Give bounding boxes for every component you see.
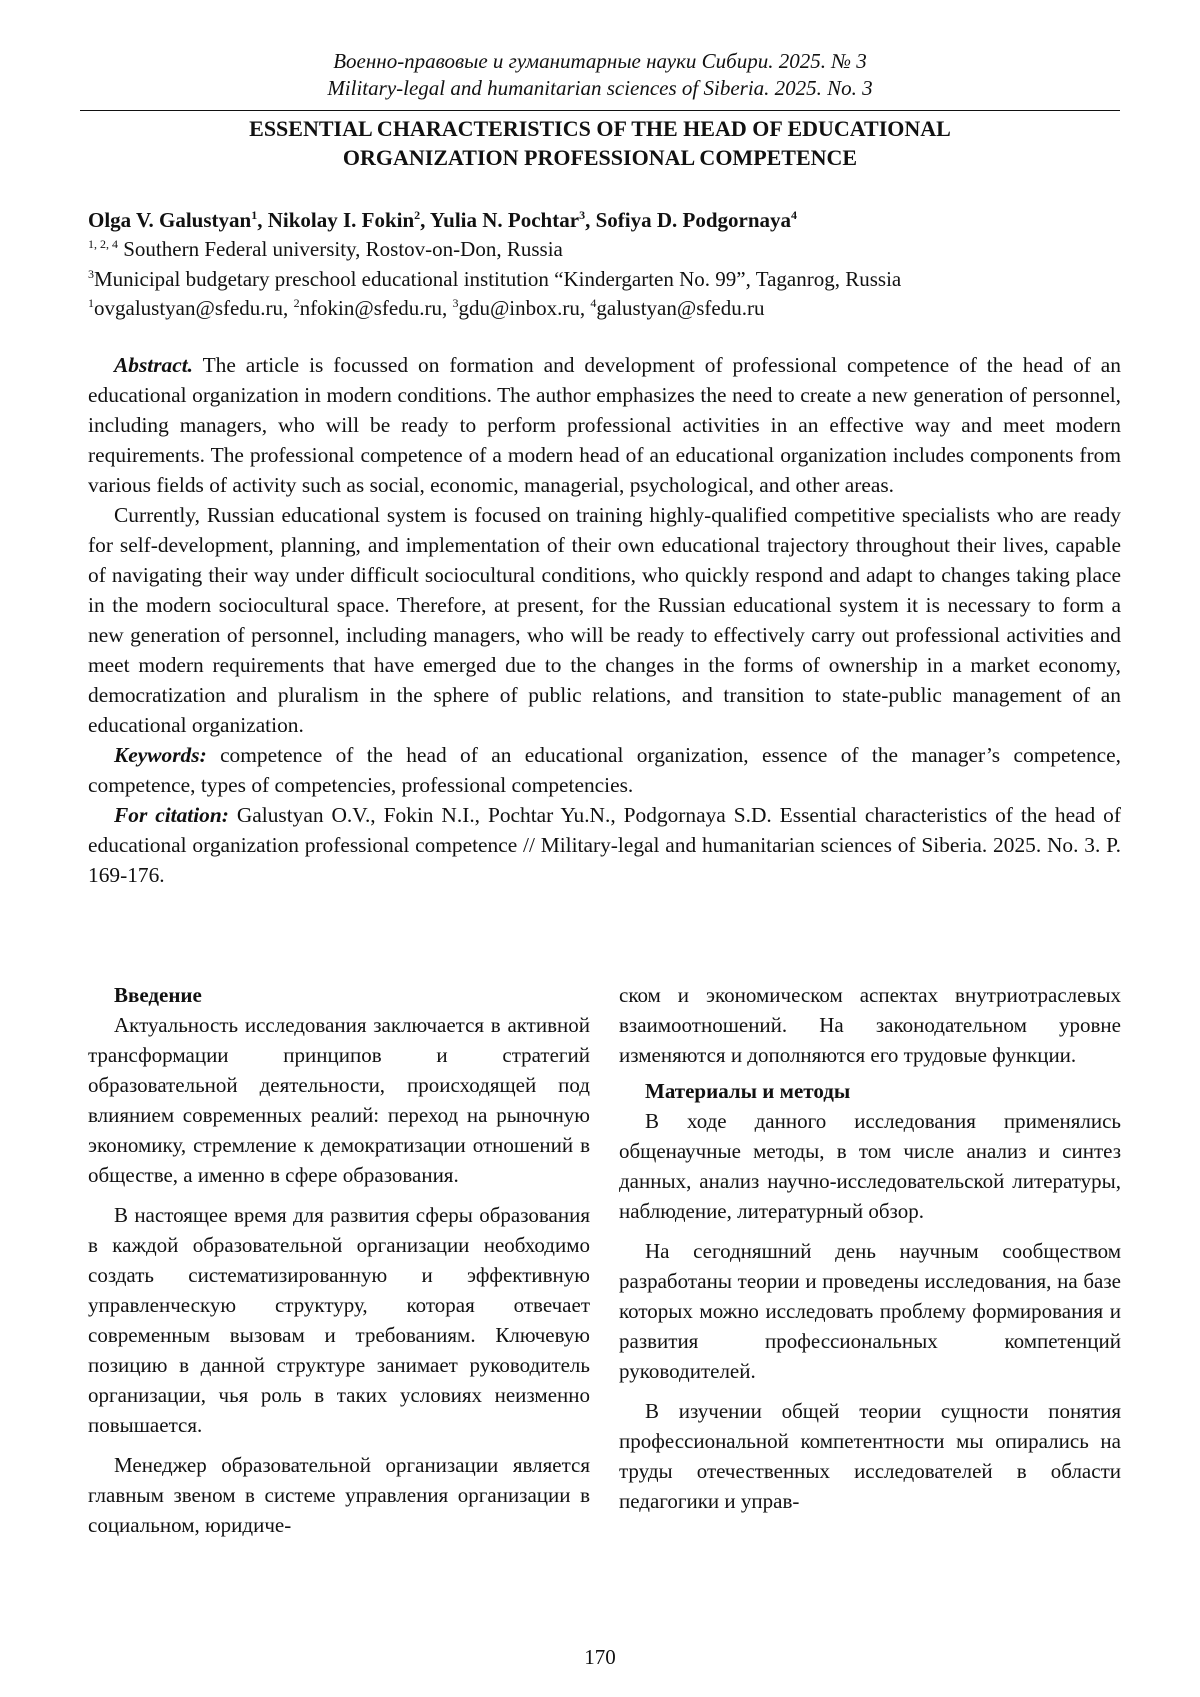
affiliation-1: [88, 230, 1118, 263]
journal-header: [80, 48, 1120, 102]
author-sup: 4: [791, 208, 797, 222]
article-title: [80, 114, 1120, 172]
abstract-label: Abstract.: [114, 353, 194, 377]
article-title-line-2: ORGANIZATION PROFESSIONAL COMPETENCE: [342, 145, 858, 170]
email-text: gdu@inbox.ru,: [458, 296, 591, 320]
abstract-block: [88, 350, 1121, 890]
body-paragraph: На сегодняшний день научным сообществом разработаны теории и проведены исследования, на базе которых можно исследовать проблему формирования и развития профессиональных компетенций руководителей.: [619, 1239, 1121, 1383]
author-sup: 2: [414, 208, 421, 222]
section-heading-introduction: Введение: [114, 983, 202, 1007]
email-text: nfokin@sfedu.ru,: [299, 296, 453, 320]
affiliation-text: Southern Federal university, Rostov-on-Don, Russia: [118, 237, 563, 261]
body-paragraph: Менеджер образовательной организации является главным звеном в системе управления организации в социальном, юридиче-: [88, 1453, 590, 1537]
citation-paragraph: [88, 800, 1121, 890]
keywords-text: competence of the head of an educational organization, essence of the manager’s competence, competence, types of competencies, professional competencies.: [88, 743, 1121, 797]
author-name: Nikolay I. Fokin: [267, 208, 415, 232]
abstract-text: The article is focussed on formation and development of professional competence of the head of an educational organization in modern conditions. The author emphasizes the need to create a new generation of personnel, including managers, who will be ready to perform professional activities in an effective way and meet modern requirements. The professional competence of a modern head of an educational organization includes components from various fields of activity such as social, economic, managerial, psychological, and other areas.: [88, 353, 1121, 497]
email-text: ovgalustyan@sfedu.ru,: [94, 296, 294, 320]
affiliation-sup: 1, 2, 4: [88, 237, 118, 251]
keywords-paragraph: [88, 740, 1121, 800]
journal-title-en: Military-legal and humanitarian sciences of Siberia. 2025. No. 3: [327, 76, 873, 100]
body-paragraph: В ходе данного исследования применялись общенаучные методы, в том числе анализ и синтез данных, анализ научно-исследовательской литературы, наблюдение, литературный обзор.: [619, 1109, 1121, 1223]
email-sup: 4: [590, 296, 597, 310]
article-title-line-1: ESSENTIAL CHARACTERISTICS OF THE HEAD OF EDUCATIONAL: [249, 116, 951, 141]
abstract-paragraph-2: Currently, Russian educational system is focused on training highly-qualified competitive specialists who are ready for self-development, planning, and implementation of their own educational trajectory throughout their lives, capable of navigating their way under difficult sociocultural conditions, who quickly respond and adapt to changes taking place in the modern sociocultural space. Therefore, at present, for the Russian educational system it is necessary to form a new generation of personnel, including managers, who will be ready to effectively carry out professional activities and meet modern requirements that have emerged due to the changes in the forms of ownership in a market economy, democratization and pluralism in the sphere of public relations, and transition to state-public management of an educational organization.: [88, 503, 1121, 737]
section-heading-methods: Материалы и методы: [645, 1079, 851, 1103]
keywords-label: Keywords:: [114, 743, 207, 767]
body-column-right: [619, 980, 1121, 1526]
affiliation-text: Municipal budgetary preschool educational institution “Kindergarten No. 99”, Taganrog, Russia: [94, 267, 902, 291]
author-name: Olga V. Galustyan: [88, 208, 252, 232]
citation-label: For citation:: [114, 803, 229, 827]
citation-text: Galustyan O.V., Fokin N.I., Pochtar Yu.N., Podgornaya S.D. Essential characteristics of the head of educational organization professional competence // Military-legal and humanitarian sciences of Siberia. 2025. No. 3. P. 169-176.: [88, 803, 1121, 887]
journal-title-ru: Военно-правовые и гуманитарные науки Сибири. 2025. № 3: [333, 49, 867, 73]
author-name: Yulia N. Pochtar: [429, 208, 580, 232]
header-rule: [80, 110, 1120, 111]
body-paragraph: В настоящее время для развития сферы образования в каждой образовательной организации необходимо создать систематизированную и эффективную управленческую структуру, которая отвечает современным вызовам и требованиям. Ключевую позицию в данной структуре занимает руководитель организации, чья роль в таких условиях неизменно повышается.: [88, 1203, 590, 1437]
author-list: Olga V. Galustyan$^1$, Nikolay I. Fokin$^2$, Yulia N. Pochtar$^3$, Sofiya D. Podgornaya$^4$: [88, 208, 797, 232]
author-emails: [88, 289, 1118, 322]
author-sup: 1: [251, 208, 258, 222]
author-sup: 3: [579, 208, 586, 222]
email-text: galustyan@sfedu.ru: [596, 296, 765, 320]
body-column-left: [88, 980, 590, 1550]
body-paragraph-continued: ском и экономическом аспектах внутриотраслевых взаимоотношений. На законодательном уровне изменяются и дополняются его трудовые функции.: [619, 983, 1121, 1067]
body-paragraph: В изучении общей теории сущности понятия профессиональной компетентности мы опирались на труды отечественных исследователей в области педагогики и управ-: [619, 1399, 1121, 1513]
email-sup: 2: [293, 296, 300, 310]
affiliation-sup: 3: [88, 267, 94, 281]
abstract-paragraph: [88, 350, 1121, 500]
page-number: 170: [584, 1645, 616, 1669]
author-name: Sofiya D. Podgornaya: [595, 208, 791, 232]
email-sup: 1: [88, 296, 94, 310]
email-sup: 3: [452, 296, 459, 310]
body-paragraph: Актуальность исследования заключается в активной трансформации принципов и стратегий образовательной деятельности, происходящей под влиянием современных реалий: переход на рыночную экономику, стремление к демократизации отношений в обществе, а именно в сфере образования.: [88, 1013, 590, 1187]
